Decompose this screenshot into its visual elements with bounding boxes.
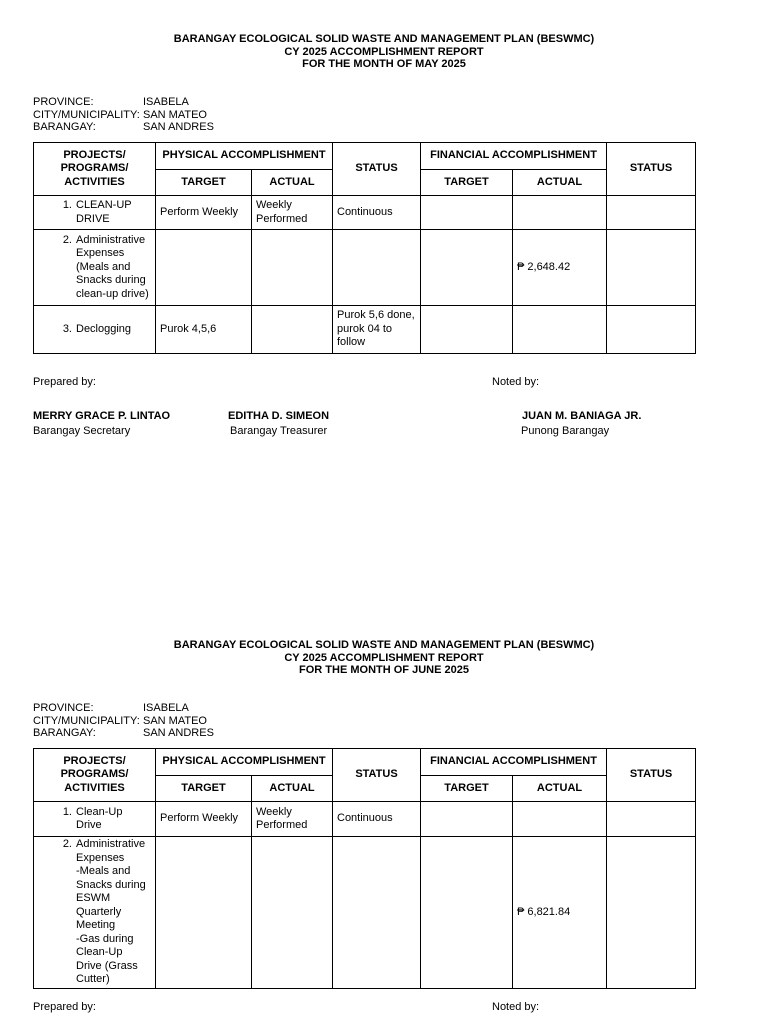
fin-target-cell	[421, 802, 513, 837]
header-phys-target: TARGET	[156, 776, 252, 802]
status2-cell	[607, 196, 696, 230]
prepared-by-label: Prepared by:	[33, 376, 96, 388]
header-status: STATUS	[333, 143, 421, 196]
header-fin-target: TARGET	[421, 776, 513, 802]
phys-actual-cell	[252, 306, 333, 354]
city-label: CITY/MUNICIPALITY:	[33, 108, 140, 121]
header-financial: FINANCIAL ACCOMPLISHMENT	[421, 749, 607, 776]
phys-actual-cell: Weekly Performed	[252, 802, 333, 837]
phys-target-cell	[156, 837, 252, 989]
header-status: STATUS	[333, 749, 421, 802]
province-label: PROVINCE:	[33, 96, 94, 108]
status-cell: Purok 5,6 done, purok 04 to follow	[333, 306, 421, 354]
phys-target-cell: Perform Weekly	[156, 196, 252, 230]
signatory-name-punong-barangay: JUAN M. BANIAGA JR.	[522, 410, 642, 422]
barangay-label: BARANGAY:	[33, 727, 96, 739]
barangay-value: SAN ANDRES	[143, 727, 214, 739]
row-number: 2.	[62, 838, 72, 850]
report-title	[0, 33, 768, 71]
phys-target-cell: Perform Weekly	[156, 802, 252, 837]
province-label: PROVINCE:	[33, 702, 94, 714]
header-fin-actual: ACTUAL	[513, 170, 607, 196]
activity-cell: Declogging	[76, 322, 132, 335]
header-physical: PHYSICAL ACCOMPLISHMENT	[156, 143, 333, 170]
header-ppa: PROJECTS/ PROGRAMS/ ACTIVITIES	[34, 143, 156, 196]
title-line-2: CY 2025 ACCOMPLISHMENT REPORT	[284, 45, 484, 58]
fin-actual-cell	[513, 306, 607, 354]
fin-target-cell	[421, 306, 513, 354]
fin-target-cell	[421, 837, 513, 989]
fin-target-cell	[421, 230, 513, 306]
noted-by-label: Noted by:	[492, 376, 540, 388]
fin-actual-cell	[513, 196, 607, 230]
signatory-position-secretary: Barangay Secretary	[33, 425, 131, 437]
phys-actual-cell	[252, 230, 333, 306]
signatory-name-treasurer: EDITHA D. SIMEON	[228, 410, 330, 422]
fin-actual-cell: ₱ 6,821.84	[513, 837, 607, 989]
header-phys-actual: ACTUAL	[252, 170, 333, 196]
status2-cell	[607, 802, 696, 837]
header-financial: FINANCIAL ACCOMPLISHMENT	[421, 143, 607, 170]
barangay-label: BARANGAY:	[33, 121, 96, 133]
header-physical: PHYSICAL ACCOMPLISHMENT	[156, 749, 333, 776]
title-line-2: CY 2025 ACCOMPLISHMENT REPORT	[284, 651, 484, 664]
row-number: 3.	[62, 322, 72, 335]
noted-by-label: Noted by:	[492, 1001, 540, 1013]
activity-cell: CLEAN-UP DRIVE	[76, 199, 132, 225]
city-label: CITY/MUNICIPALITY:	[33, 714, 140, 727]
location-block	[33, 96, 214, 134]
phys-actual-cell: Weekly Performed	[252, 196, 333, 230]
header-fin-target: TARGET	[421, 170, 513, 196]
header-ppa: PROJECTS/ PROGRAMS/ ACTIVITIES	[34, 749, 156, 802]
signatory-position-treasurer: Barangay Treasurer	[230, 425, 328, 437]
status-cell: Continuous	[333, 196, 421, 230]
status-cell	[333, 230, 421, 306]
table-row	[34, 837, 696, 989]
prepared-by-label: Prepared by:	[33, 1001, 96, 1013]
title-line-1: BARANGAY ECOLOGICAL SOLID WASTE AND MANAGEMENT PLAN (BESWMC)	[173, 33, 595, 45]
phys-actual-cell	[252, 837, 333, 989]
accomplishment-table	[33, 142, 696, 354]
row-number: 1.	[62, 199, 72, 211]
fin-target-cell	[421, 196, 513, 230]
province-value: ISABELA	[143, 702, 189, 714]
table-row	[34, 196, 696, 230]
row-number: 1.	[62, 805, 72, 818]
header-status-2: STATUS	[607, 143, 696, 196]
title-line-3: FOR THE MONTH OF JUNE 2025	[299, 664, 469, 676]
title-line-3: FOR THE MONTH OF MAY 2025	[302, 58, 466, 70]
status-cell	[333, 837, 421, 989]
activity-cell: Administrative Expenses (Meals and Snacks during clean-up drive)	[76, 233, 149, 300]
header-phys-actual: ACTUAL	[252, 776, 333, 802]
phys-target-cell: Purok 4,5,6	[156, 306, 252, 354]
activity-cell: Clean-Up Drive	[76, 805, 123, 831]
table-row	[34, 306, 696, 354]
barangay-value: SAN ANDRES	[143, 121, 214, 133]
title-line-1: BARANGAY ECOLOGICAL SOLID WASTE AND MANAGEMENT PLAN (BESWMC)	[173, 639, 595, 651]
location-block	[33, 702, 214, 740]
city-value: SAN MATEO	[143, 108, 207, 121]
signatory-name-secretary: MERRY GRACE P. LINTAO	[33, 410, 171, 422]
signatory-position-punong-barangay: Punong Barangay	[521, 425, 610, 437]
accomplishment-table	[33, 748, 696, 989]
status-cell: Continuous	[333, 802, 421, 837]
phys-target-cell	[156, 230, 252, 306]
header-fin-actual: ACTUAL	[513, 776, 607, 802]
row-number: 2.	[62, 233, 72, 246]
header-status-2: STATUS	[607, 749, 696, 802]
header-phys-target: TARGET	[156, 170, 252, 196]
status2-cell	[607, 230, 696, 306]
fin-actual-cell: ₱ 2,648.42	[513, 230, 607, 306]
table-row	[34, 802, 696, 837]
status2-cell	[607, 837, 696, 989]
activity-cell: Administrative Expenses -Meals and Snacks during ESWM Quarterly Meeting -Gas during Clean-Up Drive (Grass Cutter)	[76, 838, 146, 985]
table-row	[34, 230, 696, 306]
city-value: SAN MATEO	[143, 714, 207, 727]
fin-actual-cell	[513, 802, 607, 837]
status2-cell	[607, 306, 696, 354]
report-title	[0, 639, 768, 677]
province-value: ISABELA	[143, 96, 189, 108]
